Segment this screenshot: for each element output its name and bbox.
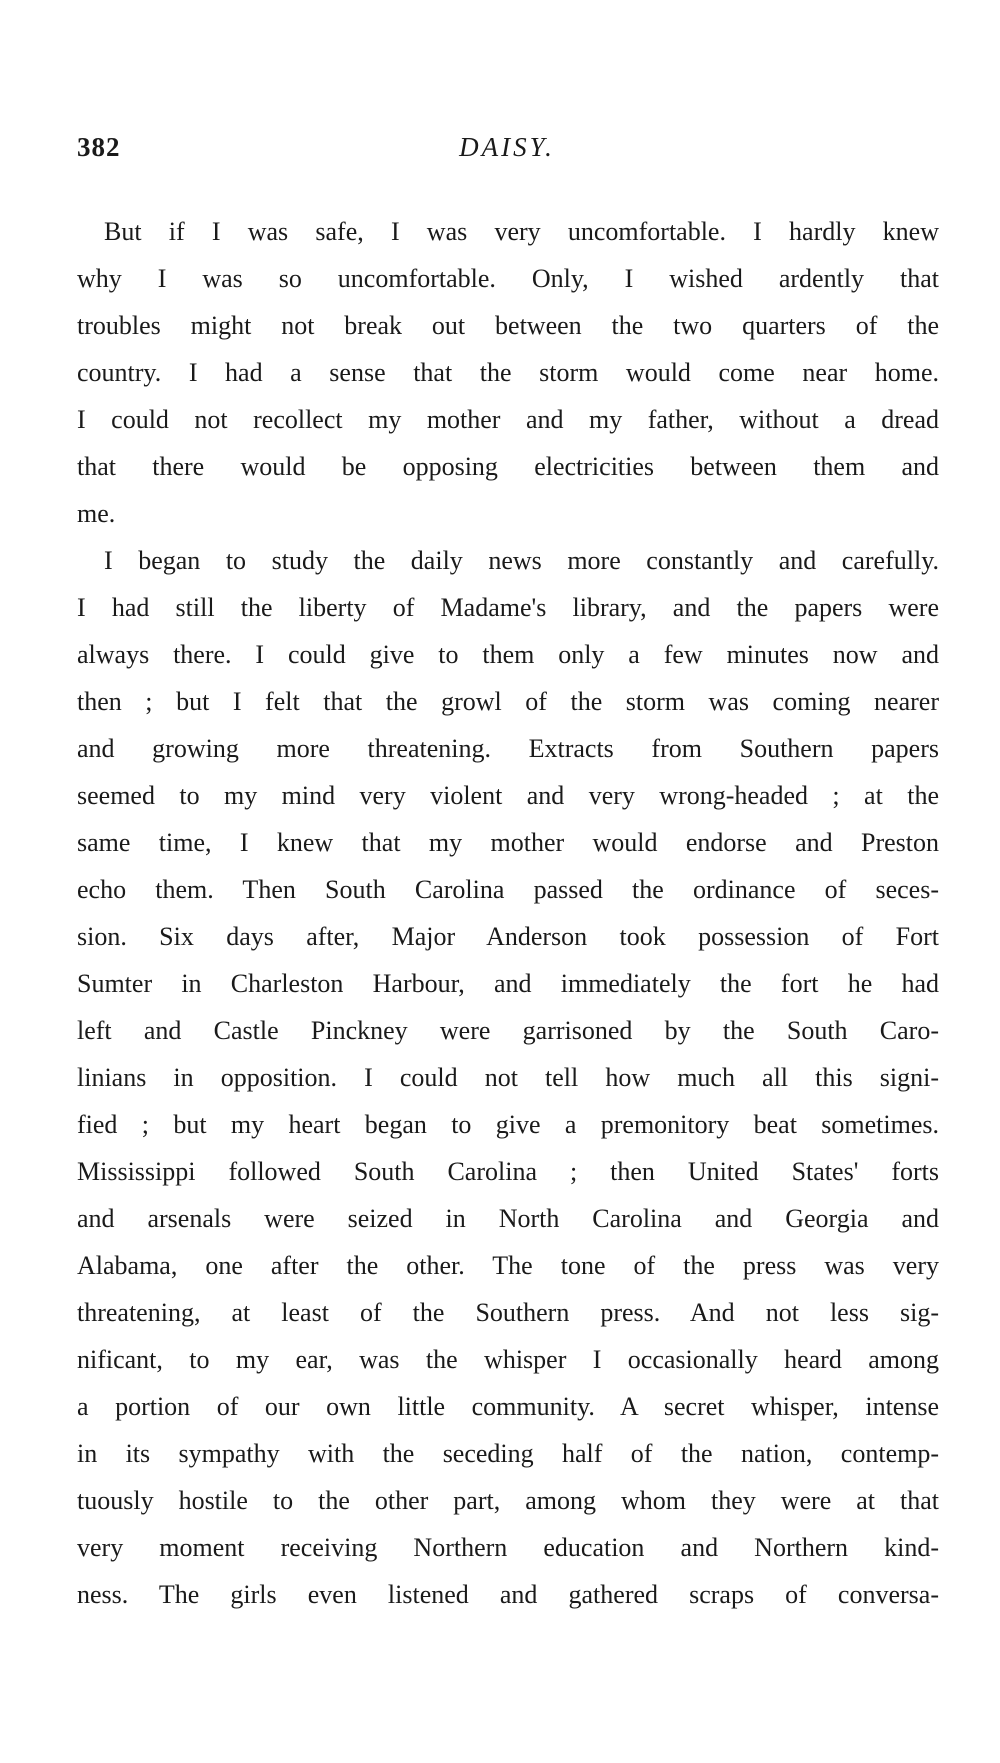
body-text <box>77 208 939 1618</box>
text-line: Alabama, one after the other. The tone of the press was very <box>77 1251 939 1280</box>
paragraph-2 <box>77 537 939 1618</box>
text-line: country. I had a sense that the storm would come near home. <box>77 358 939 387</box>
text-line: threatening, at least of the Southern press. And not less sig- <box>77 1298 939 1327</box>
text-line: nificant, to my ear, was the whisper I occasionally heard among <box>77 1345 939 1374</box>
text-line: and growing more threatening. Extracts from Southern papers <box>77 734 939 763</box>
text-line: that there would be opposing electricities between them and <box>77 452 939 481</box>
text-line: a portion of our own little community. A secret whisper, intense <box>77 1392 939 1421</box>
text-line: seemed to my mind very violent and very wrong-headed ; at the <box>77 781 939 810</box>
text-line: I could not recollect my mother and my father, without a dread <box>77 405 939 434</box>
text-line: very moment receiving Northern education and Northern kind- <box>77 1533 939 1562</box>
text-line: same time, I knew that my mother would endorse and Preston <box>77 828 939 857</box>
text-line: sion. Six days after, Major Anderson took possession of Fort <box>77 922 939 951</box>
text-line: why I was so uncomfortable. Only, I wished ardently that <box>77 264 939 293</box>
text-line: in its sympathy with the seceding half of the nation, contemp- <box>77 1439 939 1468</box>
text-line: then ; but I felt that the growl of the storm was coming nearer <box>77 687 939 716</box>
text-line: troubles might not break out between the two quarters of the <box>77 311 939 340</box>
text-line: Mississippi followed South Carolina ; then United States' forts <box>77 1157 939 1186</box>
text-line: and arsenals were seized in North Carolina and Georgia and <box>77 1204 939 1233</box>
text-line: me. <box>77 499 116 528</box>
text-line: echo them. Then South Carolina passed the ordinance of seces- <box>77 875 939 904</box>
running-title: DAISY. <box>459 132 555 162</box>
text-line: always there. I could give to them only a few minutes now and <box>77 640 939 669</box>
text-line: Sumter in Charleston Harbour, and immediately the fort he had <box>77 969 939 998</box>
text-line: ness. The girls even listened and gathered scraps of conversa- <box>77 1580 939 1609</box>
text-line: But if I was safe, I was very uncomfortable. I hardly knew <box>104 217 939 246</box>
running-head <box>77 132 937 172</box>
text-line: linians in opposition. I could not tell how much all this signi- <box>77 1063 939 1092</box>
paragraph-1 <box>77 208 939 537</box>
text-line: I had still the liberty of Madame's library, and the papers were <box>77 593 939 622</box>
text-line: left and Castle Pinckney were garrisoned by the South Caro- <box>77 1016 939 1045</box>
text-line: I began to study the daily news more constantly and carefully. <box>104 546 939 575</box>
text-line: fied ; but my heart began to give a premonitory beat sometimes. <box>77 1110 939 1139</box>
page-number: 382 <box>77 132 121 162</box>
text-line: tuously hostile to the other part, among whom they were at that <box>77 1486 939 1515</box>
